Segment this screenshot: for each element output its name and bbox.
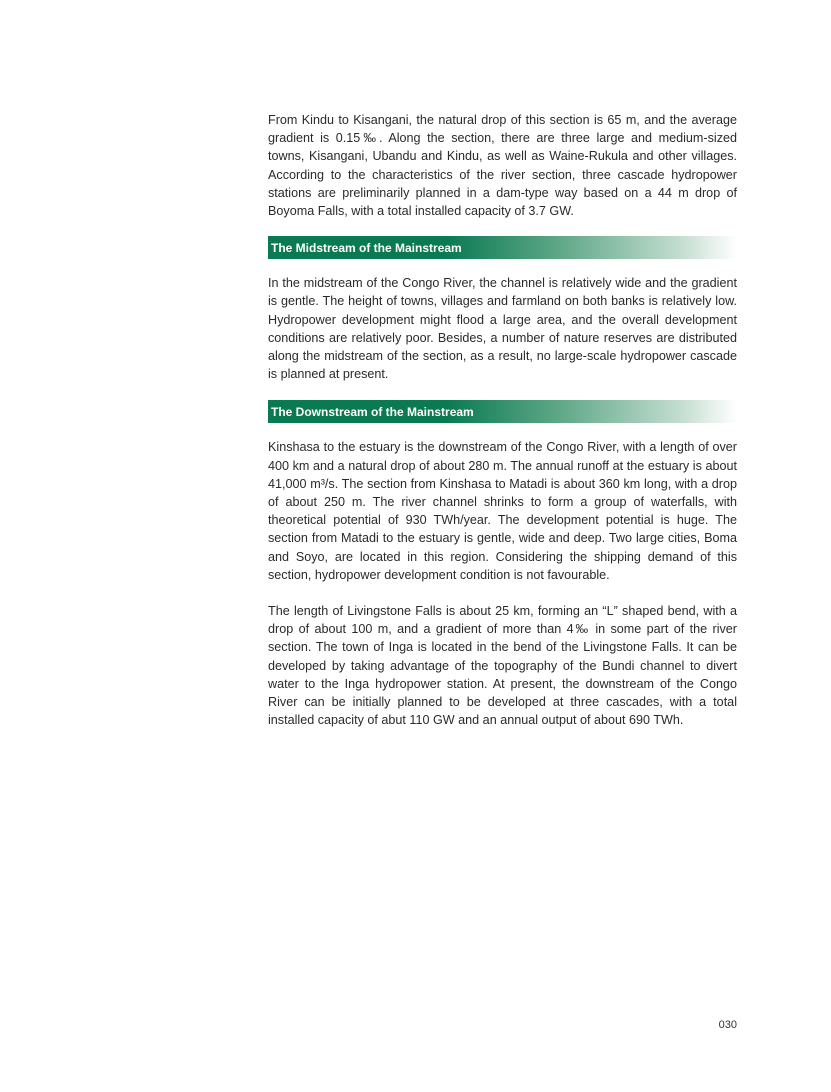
text-column	[268, 108, 737, 729]
paragraph-kindu-kisangani: From Kindu to Kisangani, the natural drop of this section is 65 m, and the average gradient is 0.15‰. Along the section, there are three large and medium-sized towns, Kisangani, Ubandu and Kindu, as well as Waine-Rukula and other villages. According to the characteristics of the river section, three cascade hydropower stations are preliminarily planned in a dam-type way based on a 44 m drop of Boyoma Falls, with a total installed capacity of 3.7 GW.	[268, 113, 737, 219]
section-heading-label: The Midstream of the Mainstream	[271, 240, 462, 255]
page-number: 030	[718, 1019, 737, 1031]
section-heading-midstream	[268, 236, 737, 259]
paragraph-downstream: Kinshasa to the estuary is the downstream of the Congo River, with a length of over 400 km and a natural drop of about 280 m. The annual runoff at the estuary is about 41,000 m³/s. The section from Kinshasa to Matadi is about 360 km long, with a drop of about 250 m. The river channel shrinks to form a group of waterfalls, with theoretical potential of 930 TWh/year. The development potential is huge. The section from Matadi to the estuary is gentle, wide and deep. Two large cities, Boma and Soyo, are located in this region. Considering the shipping demand of this section, hydropower development condition is not favourable.	[268, 440, 737, 582]
paragraph-livingstone-falls: The length of Livingstone Falls is about 25 km, forming an “L” shaped bend, with a drop of about 100 m, and a gradient of more than 4‰ in some part of the river section. The town of Inga is located in the bend of the Livingstone Falls. It can be developed by taking advantage of the topography of the Bundi channel to divert water to the Inga hydropower station. At present, the downstream of the Congo River can be initially planned to be developed at three cascades, with a total installed capacity of abut 110 GW and an annual output of about 690 TWh.	[268, 604, 737, 728]
section-heading-downstream	[268, 400, 737, 423]
section-heading-label: The Downstream of the Mainstream	[271, 404, 474, 419]
paragraph-midstream: In the midstream of the Congo River, the channel is relatively wide and the gradient is gentle. The height of towns, villages and farmland on both banks is relatively low. Hydropower development might flood a large area, and the overall development conditions are relatively poor. Besides, a number of nature reserves are distributed along the midstream of the section, as a result, no large-scale hydropower cascade is planned at present.	[268, 276, 737, 382]
